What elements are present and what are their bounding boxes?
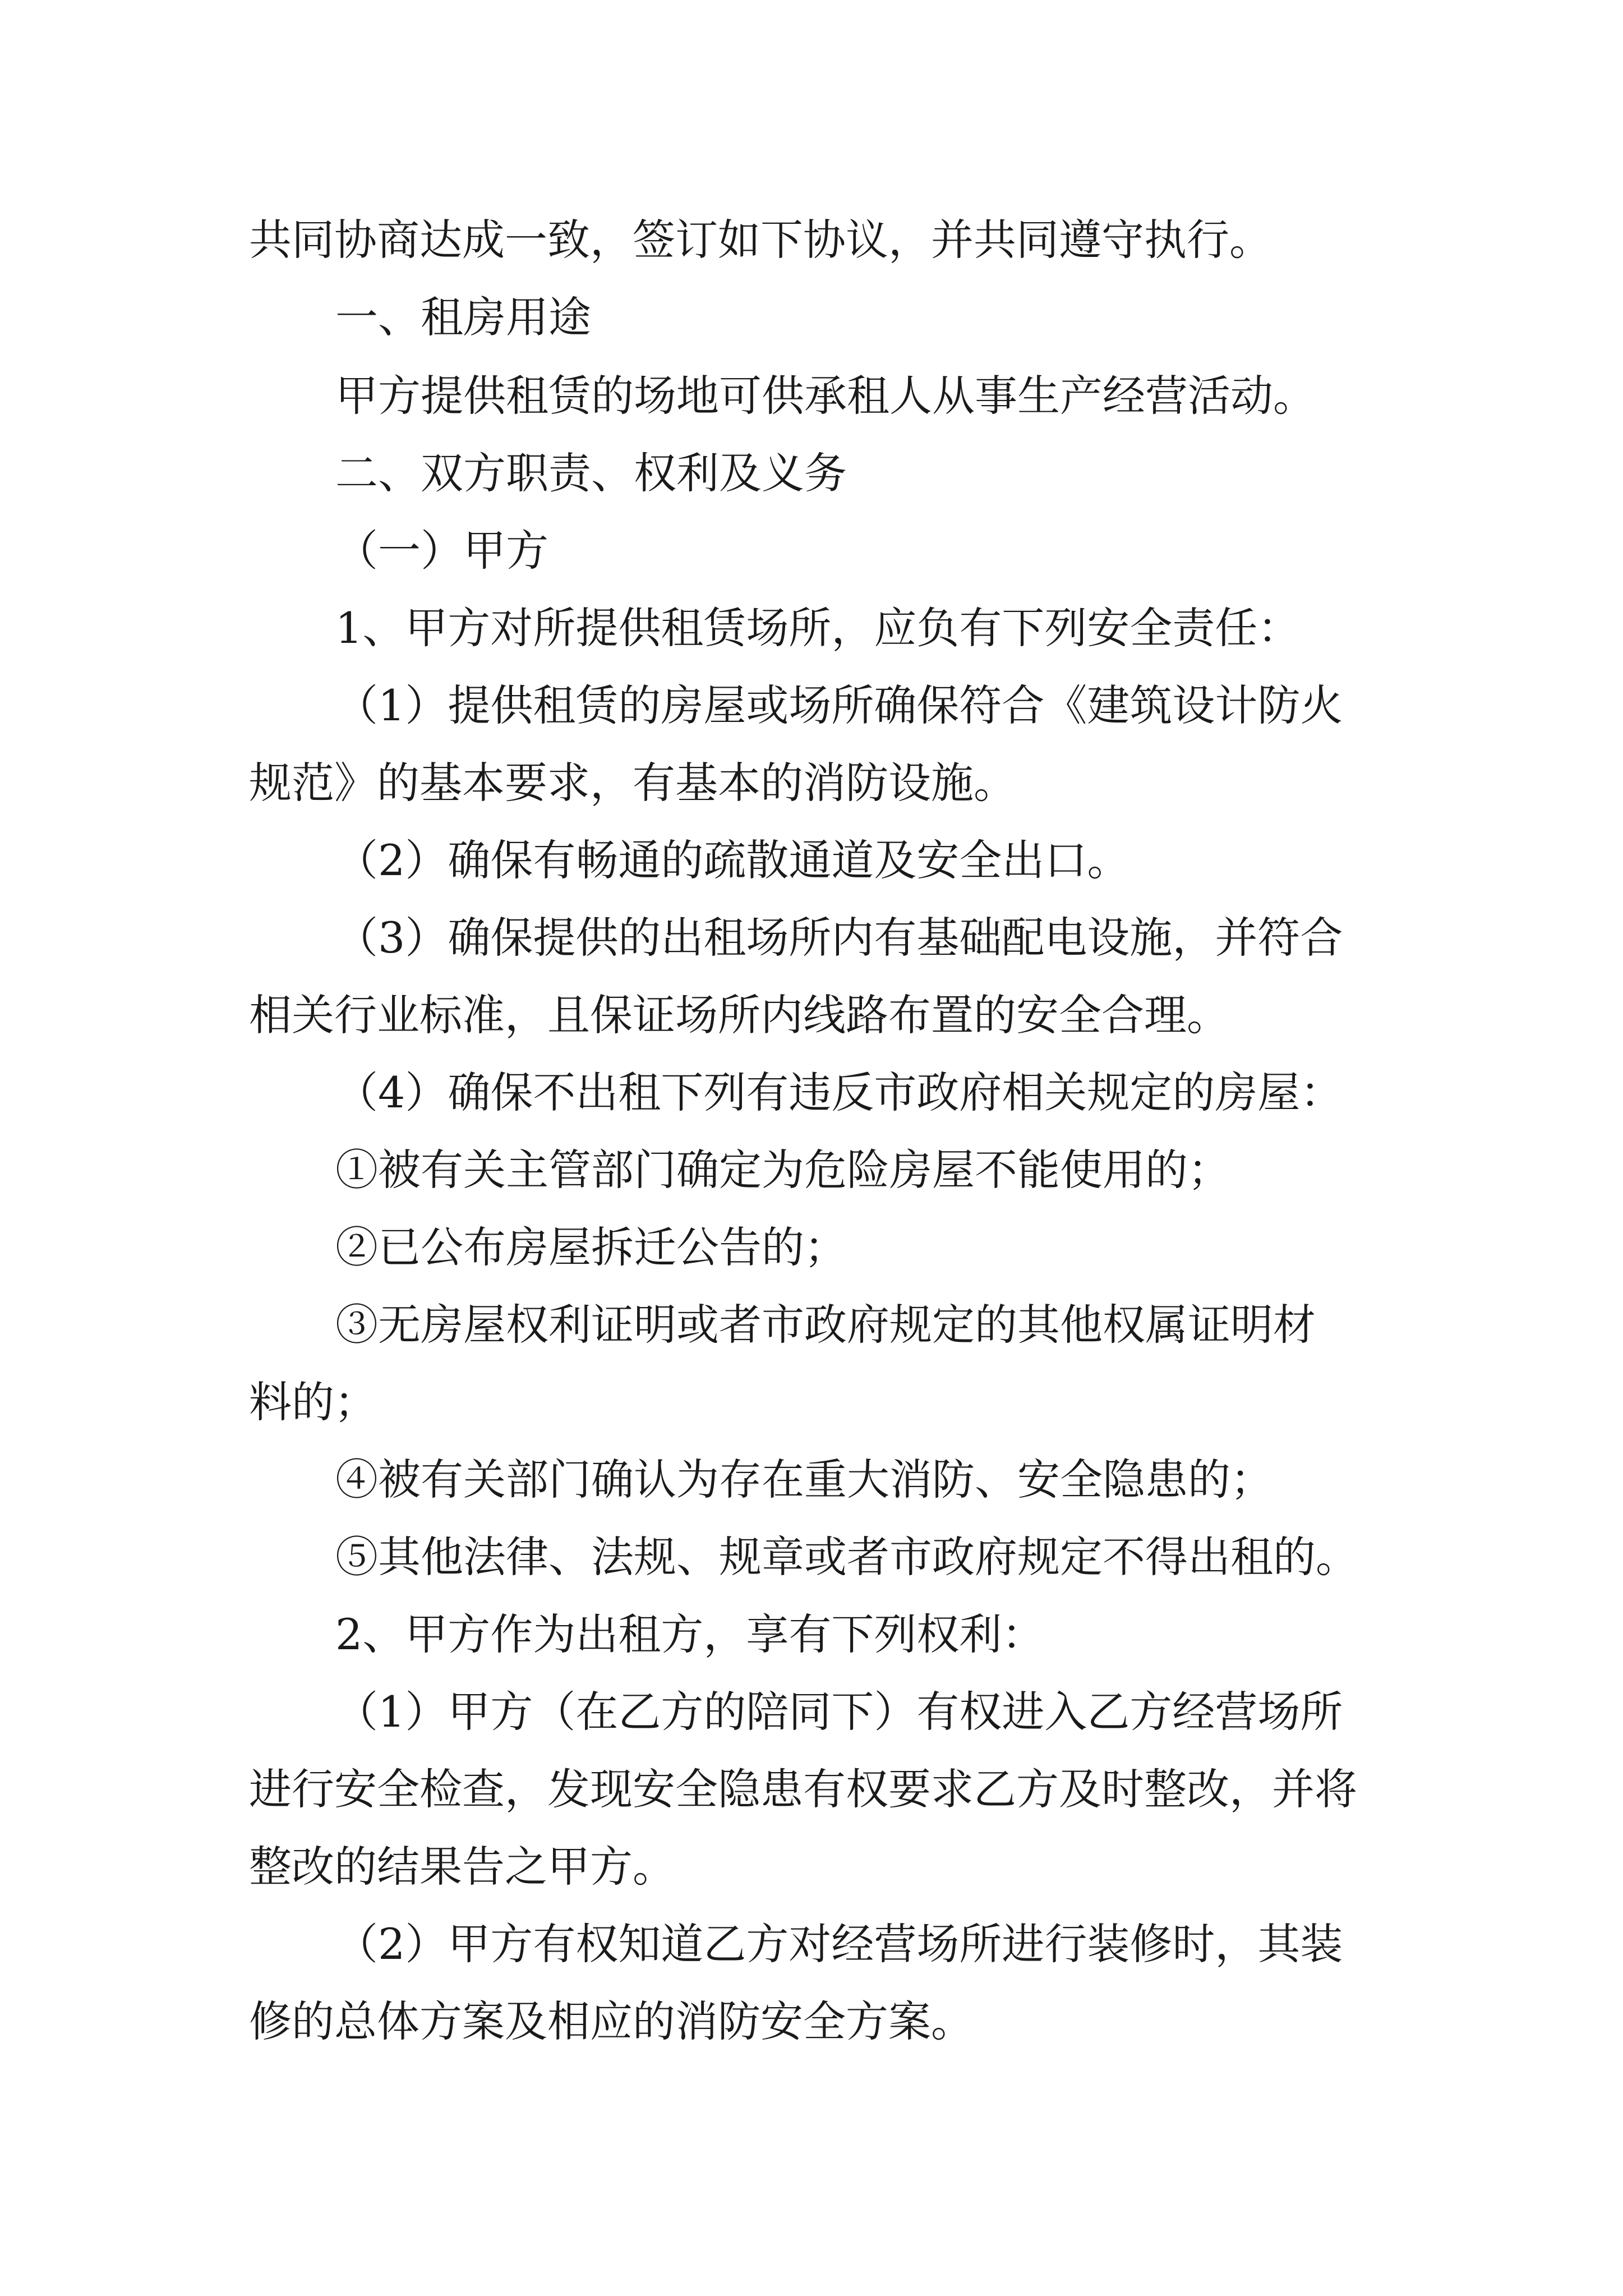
text-line [0, 758, 1623, 846]
section-heading [0, 448, 1623, 536]
subsection-heading [0, 526, 1623, 614]
line-text: （1）提供租赁的房屋或场所确保符合《建筑设计防火 [335, 680, 1343, 730]
line-text: 修的总体方案及相应的消防安全方案。 [249, 1996, 974, 2046]
line-text: 共同协商达成一致，签订如下协议，并共同遵守执行。 [249, 215, 1272, 265]
line-text: （3）确保提供的出租场所内有基础配电设施，并符合 [335, 913, 1343, 963]
list-item [0, 1222, 1623, 1310]
text-line [0, 215, 1623, 303]
text-line [0, 1842, 1623, 1930]
text-line [0, 680, 1623, 769]
list-item [0, 1455, 1623, 1543]
line-text: ⑤其他法律、法规、规章或者市政府规定不得出租的。 [335, 1532, 1358, 1582]
section-heading [0, 292, 1623, 380]
line-text: 甲方提供租赁的场地可供承租人从事生产经营活动。 [335, 371, 1316, 421]
line-text: 一、租房用途 [335, 292, 591, 342]
list-item [0, 1532, 1623, 1620]
line-text: （2）甲方有权知道乙方对经营场所进行装修时，其装 [335, 1919, 1343, 1969]
text-line [0, 1068, 1623, 1156]
line-text: ④被有关部门确认为存在重大消防、安全隐患的； [335, 1455, 1273, 1504]
line-text: 2、甲方作为出租方，享有下列权利： [335, 1609, 1045, 1659]
line-text: ③无房屋权利证明或者市政府规定的其他权属证明材 [335, 1300, 1316, 1350]
line-text: 整改的结果告之甲方。 [249, 1842, 675, 1892]
text-line [0, 1764, 1623, 1852]
list-item [0, 1145, 1623, 1233]
text-line [0, 1687, 1623, 1775]
line-text: （一）甲方 [335, 526, 548, 576]
list-item [0, 1300, 1623, 1388]
line-text: 料的； [249, 1377, 377, 1427]
text-line [0, 1377, 1623, 1465]
line-text: ②已公布房屋拆迁公告的； [335, 1222, 847, 1272]
line-text: 进行安全检查，发现安全隐患有权要求乙方及时整改，并将 [249, 1764, 1357, 1814]
text-line [0, 990, 1623, 1078]
line-text: （2）确保有畅通的疏散通道及安全出口。 [335, 835, 1130, 885]
text-line [0, 835, 1623, 923]
line-text: 规范》的基本要求，有基本的消防设施。 [249, 758, 1016, 808]
line-text: （4）确保不出租下列有违反市政府相关规定的房屋： [335, 1068, 1343, 1117]
text-line [0, 1609, 1623, 1697]
line-text: 1、甲方对所提供租赁场所，应负有下列安全责任： [335, 603, 1301, 653]
line-text: 相关行业标准，且保证场所内线路布置的安全合理。 [249, 990, 1229, 1040]
text-line [0, 603, 1623, 691]
text-line [0, 913, 1623, 1001]
line-text: （1）甲方（在乙方的陪同下）有权进入乙方经营场所 [335, 1687, 1343, 1737]
text-line [0, 371, 1623, 459]
line-text: ①被有关主管部门确定为危险房屋不能使用的； [335, 1145, 1230, 1195]
text-line [0, 1919, 1623, 2007]
text-line [0, 1996, 1623, 2085]
line-text: 二、双方职责、权利及义务 [335, 448, 847, 498]
